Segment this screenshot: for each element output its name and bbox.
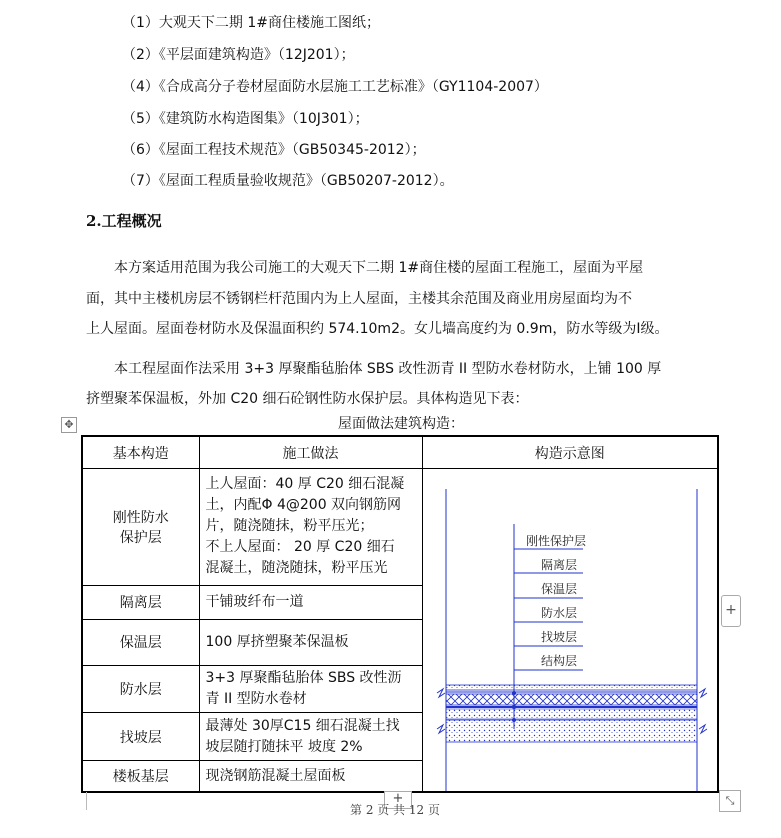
section-title: 2.工程概况 [86, 212, 162, 230]
layer-name: 隔离层 [82, 585, 199, 619]
table-header-row [82, 436, 718, 469]
table-move-handle-icon[interactable]: ✥ [61, 417, 77, 433]
layer-method: 干铺玻纤布一道 [199, 585, 422, 619]
diagram-label: 结构层 [540, 654, 577, 668]
diagram-label: 保温层 [540, 582, 577, 596]
method-line: 3+3 厚聚酯毡胎体 SBS 改性沥 [205, 670, 402, 686]
layer-method [199, 665, 422, 712]
table-resize-handle-icon[interactable]: ⤡ [719, 790, 741, 812]
header-cell: 基本构造 [82, 436, 199, 469]
method-line: 不上人屋面： 20 厚 C20 细石 [205, 539, 395, 556]
paragraph-line: 上人屋面。屋面卷材防水及保温面积约 574.10m2。女儿墙高度约为 0.9m，防水等级为Ⅰ级。 [86, 321, 669, 337]
layer-name-text: 刚性防水 保护层 [112, 509, 169, 546]
paragraph-line: 挤塑聚苯保温板，外加 C20 细石砼钢性防水保护层。具体构造见下表： [86, 391, 529, 407]
reference-item: （4）《合成高分子卷材屋面防水层施工工艺标准》（GY1104-2007） [122, 79, 548, 95]
table-caption: 屋面做法建筑构造： [338, 416, 464, 432]
reference-item: （7）《屋面工程质量验收规范》（GB50207-2012）。 [122, 173, 454, 189]
method-line: 上人屋面：40 厚 C20 细石混凝 [205, 476, 405, 493]
method-line: 片，随浇随抹，粉平压光； [205, 518, 374, 535]
reference-item: （5）《建筑防水构造图集》（10J301）； [122, 111, 369, 127]
paragraph-line: 本方案适用范围为我公司施工的大观天下二期 1#商住楼的屋面工程施工，屋面为平屋 [86, 260, 644, 276]
layer-method [199, 469, 422, 586]
diagram-label: 隔离层 [540, 558, 577, 572]
layer-method [199, 713, 422, 761]
layer-name: 防水层 [82, 665, 199, 712]
table-row [82, 469, 718, 586]
diagram-label: 找坡层 [540, 630, 577, 644]
reference-item: （1）大观天下二期 1#商住楼施工图纸； [122, 15, 380, 31]
layer-method: 现浇钢筋混凝土屋面板 [199, 761, 422, 792]
method-line: 青 II 型防水卷材 [205, 691, 307, 707]
paragraph-line: 本工程屋面作法采用 3+3 厚聚酯毡胎体 SBS 改性沥青 II 型防水卷材防水，上铺 100 厚 [86, 361, 662, 377]
method-line: 土，内配Φ 4@200 双向钢筋网 [205, 497, 402, 514]
diagram-label: 防水层 [540, 606, 577, 620]
header-cell: 构造示意图 [422, 436, 718, 469]
layer-name [82, 469, 199, 586]
add-column-button[interactable]: + [721, 595, 741, 627]
roof-section-diagram [423, 469, 719, 791]
header-cell: 施工做法 [199, 436, 422, 469]
diagram-label: 刚性保护层 [525, 534, 586, 548]
page-number: 第 2 页 共 12 页 [350, 803, 440, 817]
paragraph-line: 面，其中主楼机房层不锈钢栏杆范围内为上人屋面，主楼其余范围及商业用房屋面均为不 [86, 291, 632, 307]
layer-name: 保温层 [82, 619, 199, 665]
roof-construction-table [81, 435, 719, 793]
method-line: 最薄处 30厚C15 细石混凝土找 [205, 717, 400, 734]
method-line: 混凝土，随浇随抹，粉平压光 [205, 560, 388, 577]
layer-name: 楼板基层 [82, 761, 199, 792]
method-line: 坡层随打随抹平 坡度 2% [205, 738, 363, 755]
layer-name: 找坡层 [82, 713, 199, 761]
margin-marker [86, 792, 87, 810]
reference-item: （2）《平层面建筑构造》（12J201）； [122, 47, 355, 63]
reference-item: （6）《屋面工程技术规范》（GB50345-2012）； [122, 142, 426, 158]
layer-method: 100 厚挤塑聚苯保温板 [199, 619, 422, 665]
add-row-button[interactable]: + [384, 791, 412, 809]
diagram-cell [422, 469, 718, 793]
